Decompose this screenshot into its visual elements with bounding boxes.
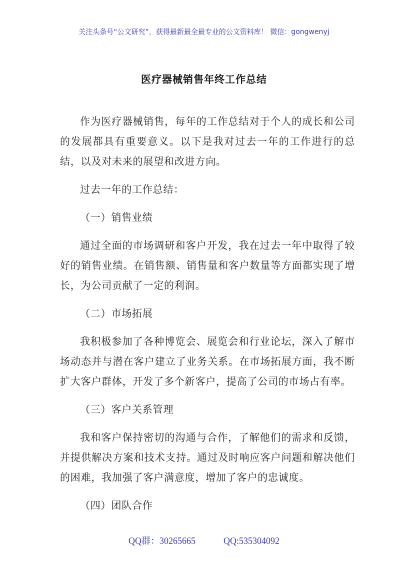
section-heading-team: （四）团队合作 [80,501,153,512]
header-note: 关注头条号“公文研究”，获得最新最全最专业的公文资料库！ 微信：gongwenyj [78,28,330,36]
section-heading-customer: （三）客户关系管理 [80,405,174,416]
footer-qq-group: QQ群：30265665 [128,536,196,546]
document-title: 医疗器械销售年终工作总结 [141,75,267,86]
paragraph-customer: 我和客户保持密切的沟通与合作，了解他们的需求和反馈，并提供解决方案和技术支持。通过及时响应客户问题和解决他们的困难，我加强了客户满意度，增加了客户的忠诚度。 [60,433,355,484]
footer-contact [0,534,408,547]
document-body [60,113,355,525]
section-heading-market: （二）市场拓展 [80,309,153,320]
section-heading-sales: （一）销售业绩 [80,213,153,224]
paragraph-intro: 作为医疗器械销售，每年的工作总结对于个人的成长和公司的发展都具有重要意义。以下是我对过去一年的工作进行的总结，以及对未来的展望和改进方向。 [60,117,355,168]
paragraph-sales: 通过全面的市场调研和客户开发，我在过去一年中取得了较好的销售业绩。在销售额、销售量和客户数量等方面都实现了增长，为公司贡献了一定的利润。 [60,241,355,292]
paragraph-summary-lead: 过去一年的工作总结： [80,185,184,196]
footer-qq: QQ:535304092 [223,536,280,546]
paragraph-market: 我积极参加了各种博览会、展览会和行业论坛，深入了解市场动态并与潜在客户建立了业务关系。在市场拓展方面，我不断扩大客户群体，开发了多个新客户，提高了公司的市场占有率。 [60,337,355,388]
